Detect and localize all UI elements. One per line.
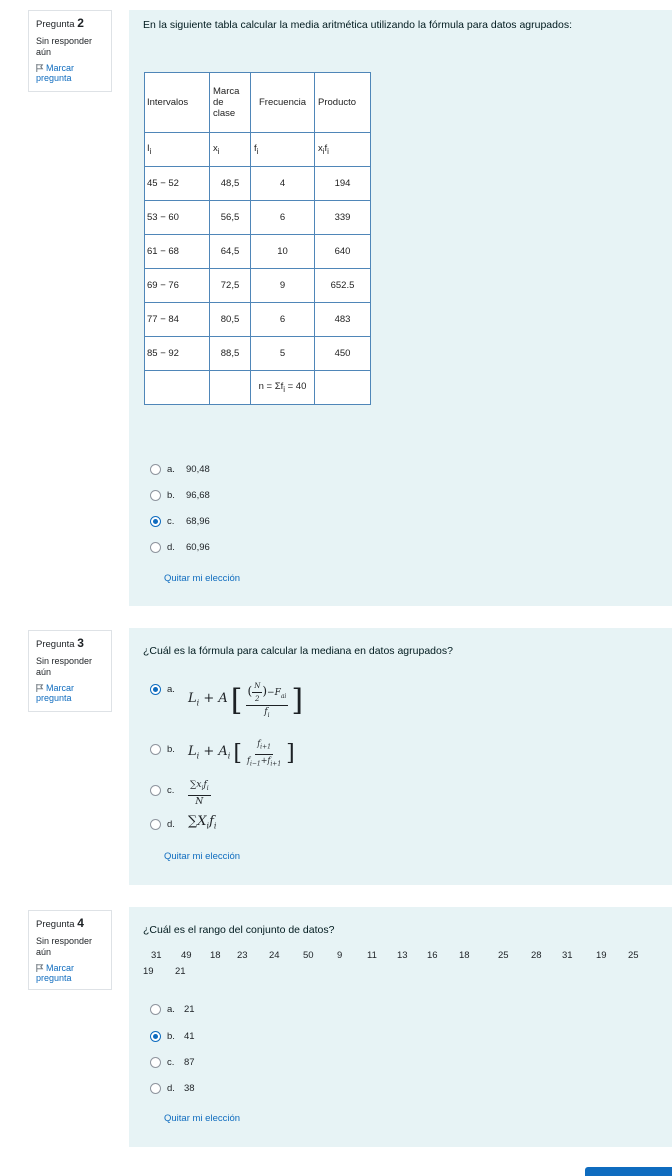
cell-marca: 56,5 xyxy=(210,201,251,235)
radio-a-selected[interactable] xyxy=(150,684,161,695)
cell-interval: 45 − 52 xyxy=(145,167,210,201)
symbol-x2: x xyxy=(318,143,323,155)
option-value: 60,96 xyxy=(186,542,210,553)
symbol-f-sub: i xyxy=(256,146,259,156)
option-letter: c. xyxy=(167,1057,175,1068)
formula-part: i xyxy=(206,784,209,792)
question-number xyxy=(36,17,105,31)
question-number-value: 3 xyxy=(77,636,84,650)
question-info-2 xyxy=(28,10,112,92)
formula-part: f xyxy=(203,780,207,790)
option-letter: c. xyxy=(167,785,175,796)
data-value: 9 xyxy=(337,950,343,961)
radio-a[interactable] xyxy=(150,464,161,475)
cell-marca: 72,5 xyxy=(210,269,251,303)
cell-frecuencia: 10 xyxy=(251,235,315,269)
flag-question-link[interactable] xyxy=(36,683,105,703)
symbol-fi xyxy=(251,133,315,167)
formula-fraction xyxy=(188,779,211,808)
cell-marca: 48,5 xyxy=(210,167,251,201)
header-frecuencia: Frecuencia xyxy=(251,73,315,133)
data-value: 19 xyxy=(143,966,154,977)
data-value: 49 xyxy=(181,950,192,961)
formula-median-d xyxy=(188,816,216,833)
cell-frecuencia: 4 xyxy=(251,167,315,201)
radio-a[interactable] xyxy=(150,1004,161,1015)
option-letter: b. xyxy=(167,744,175,755)
data-value: 25 xyxy=(498,950,509,961)
question-panel-2 xyxy=(129,10,672,606)
formula-part: +f xyxy=(260,755,271,765)
header-intervalos: Intervalos xyxy=(145,73,210,133)
symbol-xi xyxy=(210,133,251,167)
question-panel-4 xyxy=(129,907,672,1147)
table-header-row xyxy=(145,73,371,133)
formula-part: i+1 xyxy=(270,760,282,768)
formula-median-a xyxy=(188,680,303,722)
option-letter: a. xyxy=(167,464,175,475)
fraction-numerator xyxy=(255,738,273,755)
symbol-xifi xyxy=(315,133,371,167)
formula-median-c xyxy=(188,779,211,808)
option-letter: c. xyxy=(167,516,175,527)
symbol-x2-sub: i xyxy=(322,146,325,156)
cell-marca: 64,5 xyxy=(210,235,251,269)
formula-part: i xyxy=(213,821,217,831)
paren-right: ) xyxy=(262,684,268,698)
total-sub: i xyxy=(283,384,285,394)
option-value: 87 xyxy=(184,1057,195,1068)
formula-part: f xyxy=(209,814,214,829)
header-marca-de-clase xyxy=(210,73,251,133)
formula-part: i xyxy=(201,784,204,792)
flag-label-1: Marcar xyxy=(46,963,75,973)
formula-fraction xyxy=(246,680,289,722)
cell-producto: 194 xyxy=(315,167,371,201)
formula-fraction xyxy=(245,738,283,770)
flag-icon xyxy=(36,64,44,72)
formula-median-b xyxy=(188,738,295,770)
question-text: En la siguiente tabla calcular la media aritmética utilizando la fórmula para datos agrupados: xyxy=(143,19,572,31)
option-value: 90,48 xyxy=(186,464,210,475)
symbol-x-sub: i xyxy=(217,146,220,156)
data-value: 28 xyxy=(531,950,542,961)
cell-frecuencia: 6 xyxy=(251,303,315,337)
flag-label-1: Marcar xyxy=(46,63,75,73)
symbol-f2-sub: i xyxy=(327,146,329,156)
formula-part: ∑x xyxy=(190,780,202,790)
formula-part: f xyxy=(257,739,261,748)
question-label: Pregunta xyxy=(36,919,75,930)
question-state: Sin responder aún xyxy=(36,36,93,57)
question-text: ¿Cuál es la fórmula para calcular la mediana en datos agrupados? xyxy=(143,645,453,657)
formula-part: L xyxy=(188,743,197,759)
fraction-numerator xyxy=(188,779,211,796)
option-letter: d. xyxy=(167,542,175,553)
cell-producto: 483 xyxy=(315,303,371,337)
cell-producto: 640 xyxy=(315,235,371,269)
radio-b[interactable] xyxy=(150,490,161,501)
clear-choice-link[interactable]: Quitar mi elección xyxy=(164,1113,241,1124)
next-page-button[interactable] xyxy=(585,1167,672,1176)
radio-d[interactable] xyxy=(150,542,161,553)
data-value: 31 xyxy=(562,950,573,961)
cell-interval: 61 − 68 xyxy=(145,235,210,269)
option-letter: a. xyxy=(167,684,175,695)
formula-part: + A xyxy=(199,743,228,759)
total-label: n = Σf xyxy=(258,381,284,393)
flag-label-2: pregunta xyxy=(36,973,72,983)
bracket-right: ] xyxy=(286,741,295,767)
formula-part: f xyxy=(264,707,268,717)
question-state: Sin responder aún xyxy=(36,656,93,677)
data-value: 23 xyxy=(237,950,248,961)
cell-producto: 450 xyxy=(315,337,371,371)
option-letter: a. xyxy=(167,1004,175,1015)
question-number-value: 4 xyxy=(77,916,84,930)
radio-c-selected[interactable] xyxy=(150,516,161,527)
data-table xyxy=(144,72,371,405)
radio-d[interactable] xyxy=(150,819,161,830)
option-value: 41 xyxy=(184,1031,195,1042)
option-value: 38 xyxy=(184,1083,195,1094)
formula-part: i xyxy=(206,821,210,831)
flag-question-link[interactable] xyxy=(36,63,105,83)
radio-c[interactable] xyxy=(150,785,161,796)
cell-marca: 80,5 xyxy=(210,303,251,337)
symbol-f: f xyxy=(254,143,257,155)
table-row xyxy=(145,269,371,303)
formula-part: f xyxy=(246,755,250,765)
radio-c[interactable] xyxy=(150,1057,161,1068)
option-letter: b. xyxy=(167,490,175,501)
data-value: 18 xyxy=(210,950,221,961)
data-value: 11 xyxy=(367,950,377,961)
cell-producto: 652.5 xyxy=(315,269,371,303)
fraction-denominator: N xyxy=(195,796,204,807)
paren-left: ( xyxy=(247,684,253,698)
data-value: 21 xyxy=(175,966,186,977)
option-letter: b. xyxy=(167,1031,175,1042)
cell-interval: 85 − 92 xyxy=(145,337,210,371)
fraction-denominator xyxy=(245,755,283,771)
data-value: 25 xyxy=(628,950,639,961)
cell-empty xyxy=(210,371,251,405)
cell-empty xyxy=(315,371,371,405)
option-letter: d. xyxy=(167,819,175,830)
data-value: 50 xyxy=(303,950,314,961)
formula-part: + A xyxy=(199,690,228,706)
symbol-x: x xyxy=(213,143,218,155)
symbol-I-sub: i xyxy=(149,146,152,156)
bracket-left: [ xyxy=(233,741,242,767)
formula-part: i xyxy=(196,751,200,761)
table-row xyxy=(145,167,371,201)
radio-b[interactable] xyxy=(150,744,161,755)
data-value: 19 xyxy=(596,950,607,961)
formula-part: ai xyxy=(280,692,287,700)
cell-frecuencia: 6 xyxy=(251,201,315,235)
clear-choice-link[interactable]: Quitar mi elección xyxy=(164,573,241,584)
table-total-row xyxy=(145,371,371,405)
fraction-inner-num: N xyxy=(252,680,262,693)
header-producto: Producto xyxy=(315,73,371,133)
question-text: ¿Cuál es el rango del conjunto de datos? xyxy=(143,924,335,936)
fraction-inner xyxy=(252,680,262,705)
bracket-left: [ xyxy=(230,682,243,718)
option-value: 21 xyxy=(184,1004,195,1015)
question-label: Pregunta xyxy=(36,19,75,30)
cell-interval: 69 − 76 xyxy=(145,269,210,303)
fraction-denominator xyxy=(262,706,271,722)
question-number xyxy=(36,637,105,651)
symbol-f2: f xyxy=(324,143,328,155)
cell-frecuencia: 9 xyxy=(251,269,315,303)
fraction-numerator xyxy=(246,680,289,706)
formula-part: −F xyxy=(267,688,281,698)
bracket-right: ] xyxy=(291,682,304,718)
data-value: 24 xyxy=(269,950,280,961)
data-value: 13 xyxy=(397,950,408,961)
data-value: 18 xyxy=(459,950,470,961)
option-value: 68,96 xyxy=(186,516,210,527)
header-marca: Marca xyxy=(213,86,240,97)
formula-part: L xyxy=(188,690,197,706)
header-de-clase: de clase xyxy=(213,97,236,119)
flag-label-2: pregunta xyxy=(36,73,72,83)
question-state: Sin responder aún xyxy=(36,936,93,957)
question-number-value: 2 xyxy=(77,16,84,30)
symbol-I: I xyxy=(147,143,150,155)
formula-part: i xyxy=(267,711,270,719)
cell-interval: 77 − 84 xyxy=(145,303,210,337)
table-symbol-row xyxy=(145,133,371,167)
option-value: 96,68 xyxy=(186,490,210,501)
formula-part: i xyxy=(227,751,231,761)
cell-interval: 53 − 60 xyxy=(145,201,210,235)
cell-frecuencia: 5 xyxy=(251,337,315,371)
cell-empty xyxy=(145,371,210,405)
total-value: = 40 xyxy=(284,381,307,393)
option-letter: d. xyxy=(167,1083,175,1094)
table-row xyxy=(145,201,371,235)
cell-marca: 88,5 xyxy=(210,337,251,371)
formula-part: i+1 xyxy=(260,743,271,751)
table-row xyxy=(145,235,371,269)
flag-icon xyxy=(36,684,44,692)
question-number xyxy=(36,917,105,931)
flag-question-link[interactable] xyxy=(36,963,105,983)
formula-part: ∑X xyxy=(188,814,207,829)
table-row xyxy=(145,303,371,337)
cell-producto: 339 xyxy=(315,201,371,235)
table-row xyxy=(145,337,371,371)
question-info-3 xyxy=(28,630,112,712)
cell-total-frecuencia xyxy=(251,371,315,405)
radio-d[interactable] xyxy=(150,1083,161,1094)
radio-b-selected[interactable] xyxy=(150,1031,161,1042)
symbol-ii xyxy=(145,133,210,167)
flag-icon xyxy=(36,964,44,972)
formula-part: i−1 xyxy=(249,760,261,768)
data-value: 16 xyxy=(427,950,438,961)
question-panel-3 xyxy=(129,628,672,885)
question-info-4 xyxy=(28,910,112,990)
flag-label-2: pregunta xyxy=(36,693,72,703)
question-label: Pregunta xyxy=(36,639,75,650)
clear-choice-link[interactable]: Quitar mi elección xyxy=(164,851,241,862)
formula-part: i xyxy=(196,698,200,708)
data-value: 31 xyxy=(151,950,162,961)
fraction-inner-den: 2 xyxy=(255,695,260,703)
flag-label-1: Marcar xyxy=(46,683,75,693)
